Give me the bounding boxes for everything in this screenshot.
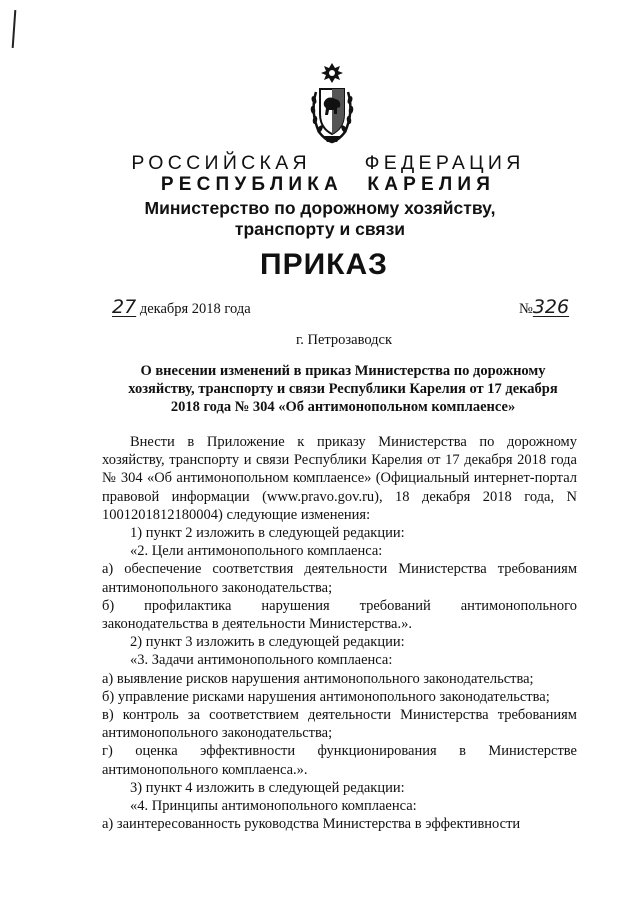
body-paragraph: 3) пункт 4 изложить в следующей редакции: — [130, 779, 405, 796]
body-paragraph: «3. Задачи антимонопольного комплаенса: — [130, 652, 393, 669]
body-paragraph: 1) пункт 2 изложить в следующей редакции: — [130, 525, 405, 542]
karelia-coat-of-arms-icon — [307, 62, 357, 146]
body-paragraph: б) профилактика нарушения требований антимонопольного законодательства в деятельности Министерства.». — [102, 597, 577, 633]
body-paragraph: а) выявление рисков нарушения антимонопольного законодательства; — [102, 670, 534, 687]
margin-pen-mark — [12, 10, 17, 48]
body-paragraph: в) контроль за соответствием деятельности Министерства требованиям антимонопольного законодательства; — [102, 707, 577, 742]
header-country: РОССИЙСКАЯ ФЕДЕРАЦИЯ — [131, 152, 525, 174]
body-paragraph: г) оценка эффективности функционирования в Министерстве антимонопольного комплаенса.». — [102, 743, 577, 778]
document-type-title: ПРИКАЗ — [260, 248, 388, 281]
body-paragraph: а) обеспечение соответствия деятельности Министерства требованиям антимонопольного законодательства; — [102, 561, 577, 596]
handwritten-day: 27 — [112, 296, 137, 318]
city: г. Петрозаводск — [295, 332, 393, 348]
header-ministry-line-2: транспорту и связи — [234, 219, 406, 239]
body-paragraph: «2. Цели антимонопольного комплаенса: — [130, 543, 383, 560]
body-paragraph: «4. Принципы антимонопольного комплаенса: — [130, 798, 417, 815]
header-republic: РЕСПУБЛИКА КАРЕЛИЯ — [160, 174, 496, 195]
handwritten-number: 326 — [532, 296, 570, 318]
number-sign: № — [519, 301, 533, 317]
date-rest: декабря 2018 года — [139, 301, 251, 317]
order-subject-title: О внесении изменений в приказ Министерства по дорожному хозяйству, транспорту и связи Республики Карелия от 17 декабря 2018 года № 304 «Об антимонопольном комплаенсе» — [128, 363, 558, 415]
order-number — [519, 296, 569, 318]
order-body — [102, 433, 577, 833]
order-date — [112, 296, 251, 318]
body-paragraph: Внести в Приложение к приказу Министерства по дорожному хозяйству, транспорту и связи Республики Карелия от 17 декабря 2018 года № 304 «Об антимонопольном комплаенсе» (Официальный интернет-портал правовой информации (www.pravo.gov.ru), 18 декабря 2018 года, N 1001201812180004) следующие изменения: — [102, 434, 577, 523]
body-paragraph: а) заинтересованность руководства Министерства в эффективности — [102, 816, 521, 833]
body-paragraph: 2) пункт 3 изложить в следующей редакции: — [130, 634, 405, 651]
body-paragraph: б) управление рисками нарушения антимонопольного законодательства; — [102, 688, 550, 705]
header-ministry-line-1: Министерство по дорожному хозяйству, — [144, 198, 496, 218]
